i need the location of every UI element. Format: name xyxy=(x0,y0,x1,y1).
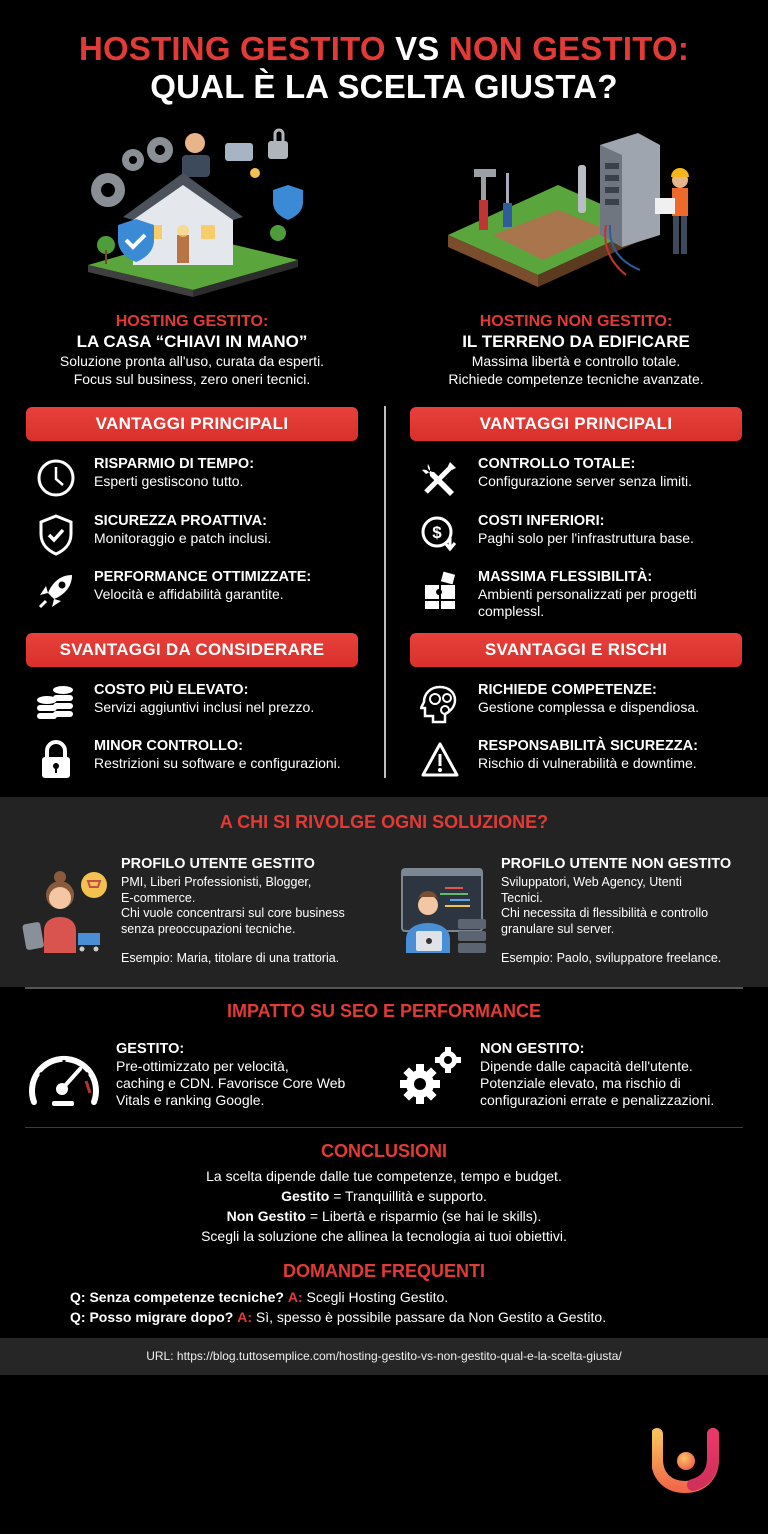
unmanaged-cons-banner: SVANTAGGI E RISCHI xyxy=(410,633,742,667)
unmanaged-desc-1: Massima libertà e controllo totale. xyxy=(471,353,681,369)
managed-desc-1: Soluzione pronta all'uso, curata da esperti. xyxy=(59,353,325,369)
unmanaged-pro-item xyxy=(418,456,692,500)
managed-kicker: HOSTING GESTITO: xyxy=(115,313,269,330)
con-text: Rischio di vulnerabilità e downtime. xyxy=(478,755,697,771)
seo-heading: IMPATTO SU SEO E PERFORMANCE xyxy=(226,1001,542,1021)
faq-answer-label: A: xyxy=(237,1309,253,1325)
managed-subtitle: LA CASA “CHIAVI IN MANO” xyxy=(76,332,308,351)
pro-title: RISPARMIO DI TEMPO: xyxy=(94,456,255,472)
profile-line: Tecnici. xyxy=(501,890,543,905)
page-title xyxy=(0,30,768,106)
pro-title: COSTI INFERIORI: xyxy=(478,513,605,529)
managed-pro-item xyxy=(34,456,254,500)
faq-question: Q: Posso migrare dopo? xyxy=(70,1309,234,1325)
unmanaged-kicker: HOSTING NON GESTITO: xyxy=(479,313,673,330)
title-line2: QUAL È LA SCELTA GIUSTA? xyxy=(150,68,618,105)
con-text: Gestione complessa e dispendiosa. xyxy=(478,699,700,715)
house-with-shields-illustration xyxy=(78,125,308,300)
faq-heading: DOMANDE FREQUENTI xyxy=(283,1261,485,1281)
puzzle-icon xyxy=(418,569,462,613)
gears-icon xyxy=(398,1044,466,1108)
conclusion-line xyxy=(0,1186,768,1206)
wrench-screwdriver-icon xyxy=(418,456,462,500)
profile-line: E-commerce. xyxy=(121,890,196,905)
source-url[interactable]: URL: https://blog.tuttosemplice.com/hosting-gestito-vs-non-gestito-qual-e-la-scelta-giusta/ xyxy=(0,1338,768,1375)
dollar-down-icon xyxy=(418,513,462,557)
conclusion-line: Scegli la soluzione che allinea la tecnologia ai tuoi obiettivi. xyxy=(201,1228,567,1244)
pro-title: MASSIMA FLESSIBILITÀ: xyxy=(478,569,653,585)
section-divider xyxy=(25,1127,743,1128)
profile-title: PROFILO UTENTE NON GESTITO xyxy=(501,856,732,872)
managed-column-header xyxy=(0,312,384,388)
tuttosemplice-logo xyxy=(652,1424,722,1494)
pro-title: CONTROLLO TOTALE: xyxy=(478,456,636,472)
pro-text: Ambienti personalizzati per progetti complessl. xyxy=(478,586,697,619)
profile-line: senza preoccupazioni tecniche. xyxy=(121,921,296,936)
audience-section xyxy=(0,797,768,987)
unmanaged-con-item xyxy=(418,682,699,726)
title-vs: VS xyxy=(395,30,440,67)
seo-managed xyxy=(116,1041,345,1109)
seo-line: caching e CDN. Favorisce Core Web xyxy=(116,1075,346,1091)
managed-pro-item xyxy=(34,513,271,557)
pro-text: Monitoraggio e patch inclusi. xyxy=(94,530,272,546)
unmanaged-column-header xyxy=(384,312,768,388)
clock-icon xyxy=(34,456,78,500)
conclusions-heading: CONCLUSIONI xyxy=(321,1141,447,1161)
seo-line: configurazioni errate e penalizzazioni. xyxy=(480,1092,715,1108)
conclusion-bold: Non Gestito xyxy=(226,1208,306,1224)
managed-pro-item xyxy=(34,569,311,613)
faq-item xyxy=(70,1287,606,1307)
profile-line: Sviluppatori, Web Agency, Utenti xyxy=(501,875,682,889)
shield-check-icon xyxy=(34,513,78,557)
con-title: COSTO PIÙ ELEVATO: xyxy=(94,682,249,698)
seo-line: Potenziale elevato, ma rischio di xyxy=(480,1075,681,1091)
conclusion-rest: = Tranquillità e supporto. xyxy=(329,1188,487,1204)
conclusion-line: La scelta dipende dalle tue competenze, tempo e budget. xyxy=(206,1168,562,1184)
unmanaged-desc-2: Richiede competenze tecniche avanzate. xyxy=(448,371,704,387)
faq-question: Q: Senza competenze tecniche? xyxy=(70,1289,284,1305)
con-title: MINOR CONTROLLO: xyxy=(94,738,244,754)
title-part1: HOSTING GESTITO xyxy=(78,30,386,67)
pro-text: Velocità e affidabilità garantite. xyxy=(94,586,284,602)
faq-item xyxy=(70,1307,606,1327)
seo-managed-title: GESTITO: xyxy=(116,1041,185,1057)
svg-text:$: $ xyxy=(432,523,442,542)
speedometer-icon xyxy=(24,1047,104,1109)
brain-gears-icon xyxy=(418,682,462,726)
faq-list xyxy=(70,1287,606,1327)
seo-line: Dipende dalle capacità dell'utente. xyxy=(480,1058,693,1074)
warning-icon xyxy=(418,738,462,782)
unmanaged-pro-item xyxy=(418,513,694,557)
seo-line: Pre-ottimizzato per velocità, xyxy=(116,1058,289,1074)
section-divider xyxy=(25,987,743,989)
con-text: Restrizioni su software e configurazioni. xyxy=(94,755,341,771)
faq-answer-label: A: xyxy=(287,1289,303,1305)
shopkeeper-avatar xyxy=(22,865,112,955)
faq-answer: Scegli Hosting Gestito. xyxy=(306,1289,449,1305)
profile-line: Chi necessita di flessibilità e controllo xyxy=(501,906,709,920)
pro-text: Esperti gestiscono tutto. xyxy=(94,473,244,489)
profile-example: Esempio: Maria, titolare di una trattoria. xyxy=(121,951,340,965)
profile-line: PMI, Liberi Professionisti, Blogger, xyxy=(121,875,312,889)
con-title: RESPONSABILITÀ SICUREZZA: xyxy=(478,738,698,754)
profile-title: PROFILO UTENTE GESTITO xyxy=(121,856,315,872)
lock-icon xyxy=(34,738,78,782)
managed-pros-banner: VANTAGGI PRINCIPALI xyxy=(26,407,358,441)
profile-line: granulare sul server. xyxy=(501,921,615,936)
developer-avatar xyxy=(400,867,490,955)
audience-heading: A CHI SI RIVOLGE OGNI SOLUZIONE? xyxy=(219,812,549,832)
con-title: RICHIEDE COMPETENZE: xyxy=(478,682,657,698)
seo-unmanaged xyxy=(480,1041,714,1109)
managed-con-item xyxy=(34,738,341,782)
conclusion-rest: = Libertà e risparmio (se hai le skills). xyxy=(305,1208,542,1224)
land-with-server-and-worker-illustration xyxy=(448,125,698,300)
unmanaged-con-item xyxy=(418,738,698,782)
pro-title: PERFORMANCE OTTIMIZZATE: xyxy=(94,569,312,585)
column-divider xyxy=(384,406,386,778)
coins-icon xyxy=(34,682,78,726)
seo-line: Vitals e ranking Google. xyxy=(116,1092,265,1108)
unmanaged-user-profile xyxy=(501,855,731,967)
managed-user-profile xyxy=(121,855,345,967)
title-part2: NON GESTITO: xyxy=(448,30,690,67)
con-text: Servizi aggiuntivi inclusi nel prezzo. xyxy=(94,699,315,715)
conclusion-bold: Gestito xyxy=(281,1188,330,1204)
pro-title: SICUREZZA PROATTIVA: xyxy=(94,513,267,529)
conclusion-line xyxy=(0,1206,768,1226)
profile-example: Esempio: Paolo, sviluppatore freelance. xyxy=(501,951,722,965)
rocket-icon xyxy=(34,569,78,613)
unmanaged-subtitle: IL TERRENO DA EDIFICARE xyxy=(462,332,690,351)
seo-unmanaged-title: NON GESTITO: xyxy=(480,1041,585,1057)
pro-text: Paghi solo per l'infrastruttura base. xyxy=(478,530,694,546)
profile-line: Chi vuole concentrarsi sul core business xyxy=(121,906,345,920)
managed-cons-banner: SVANTAGGI DA CONSIDERARE xyxy=(26,633,358,667)
managed-con-item xyxy=(34,682,314,726)
conclusions-text xyxy=(0,1166,768,1246)
unmanaged-pros-banner: VANTAGGI PRINCIPALI xyxy=(410,407,742,441)
unmanaged-pro-item xyxy=(418,569,748,620)
faq-answer: Sì, spesso è possibile passare da Non Gestito a Gestito. xyxy=(255,1309,607,1325)
pro-text: Configurazione server senza limiti. xyxy=(478,473,692,489)
managed-desc-2: Focus sul business, zero oneri tecnici. xyxy=(73,371,311,387)
